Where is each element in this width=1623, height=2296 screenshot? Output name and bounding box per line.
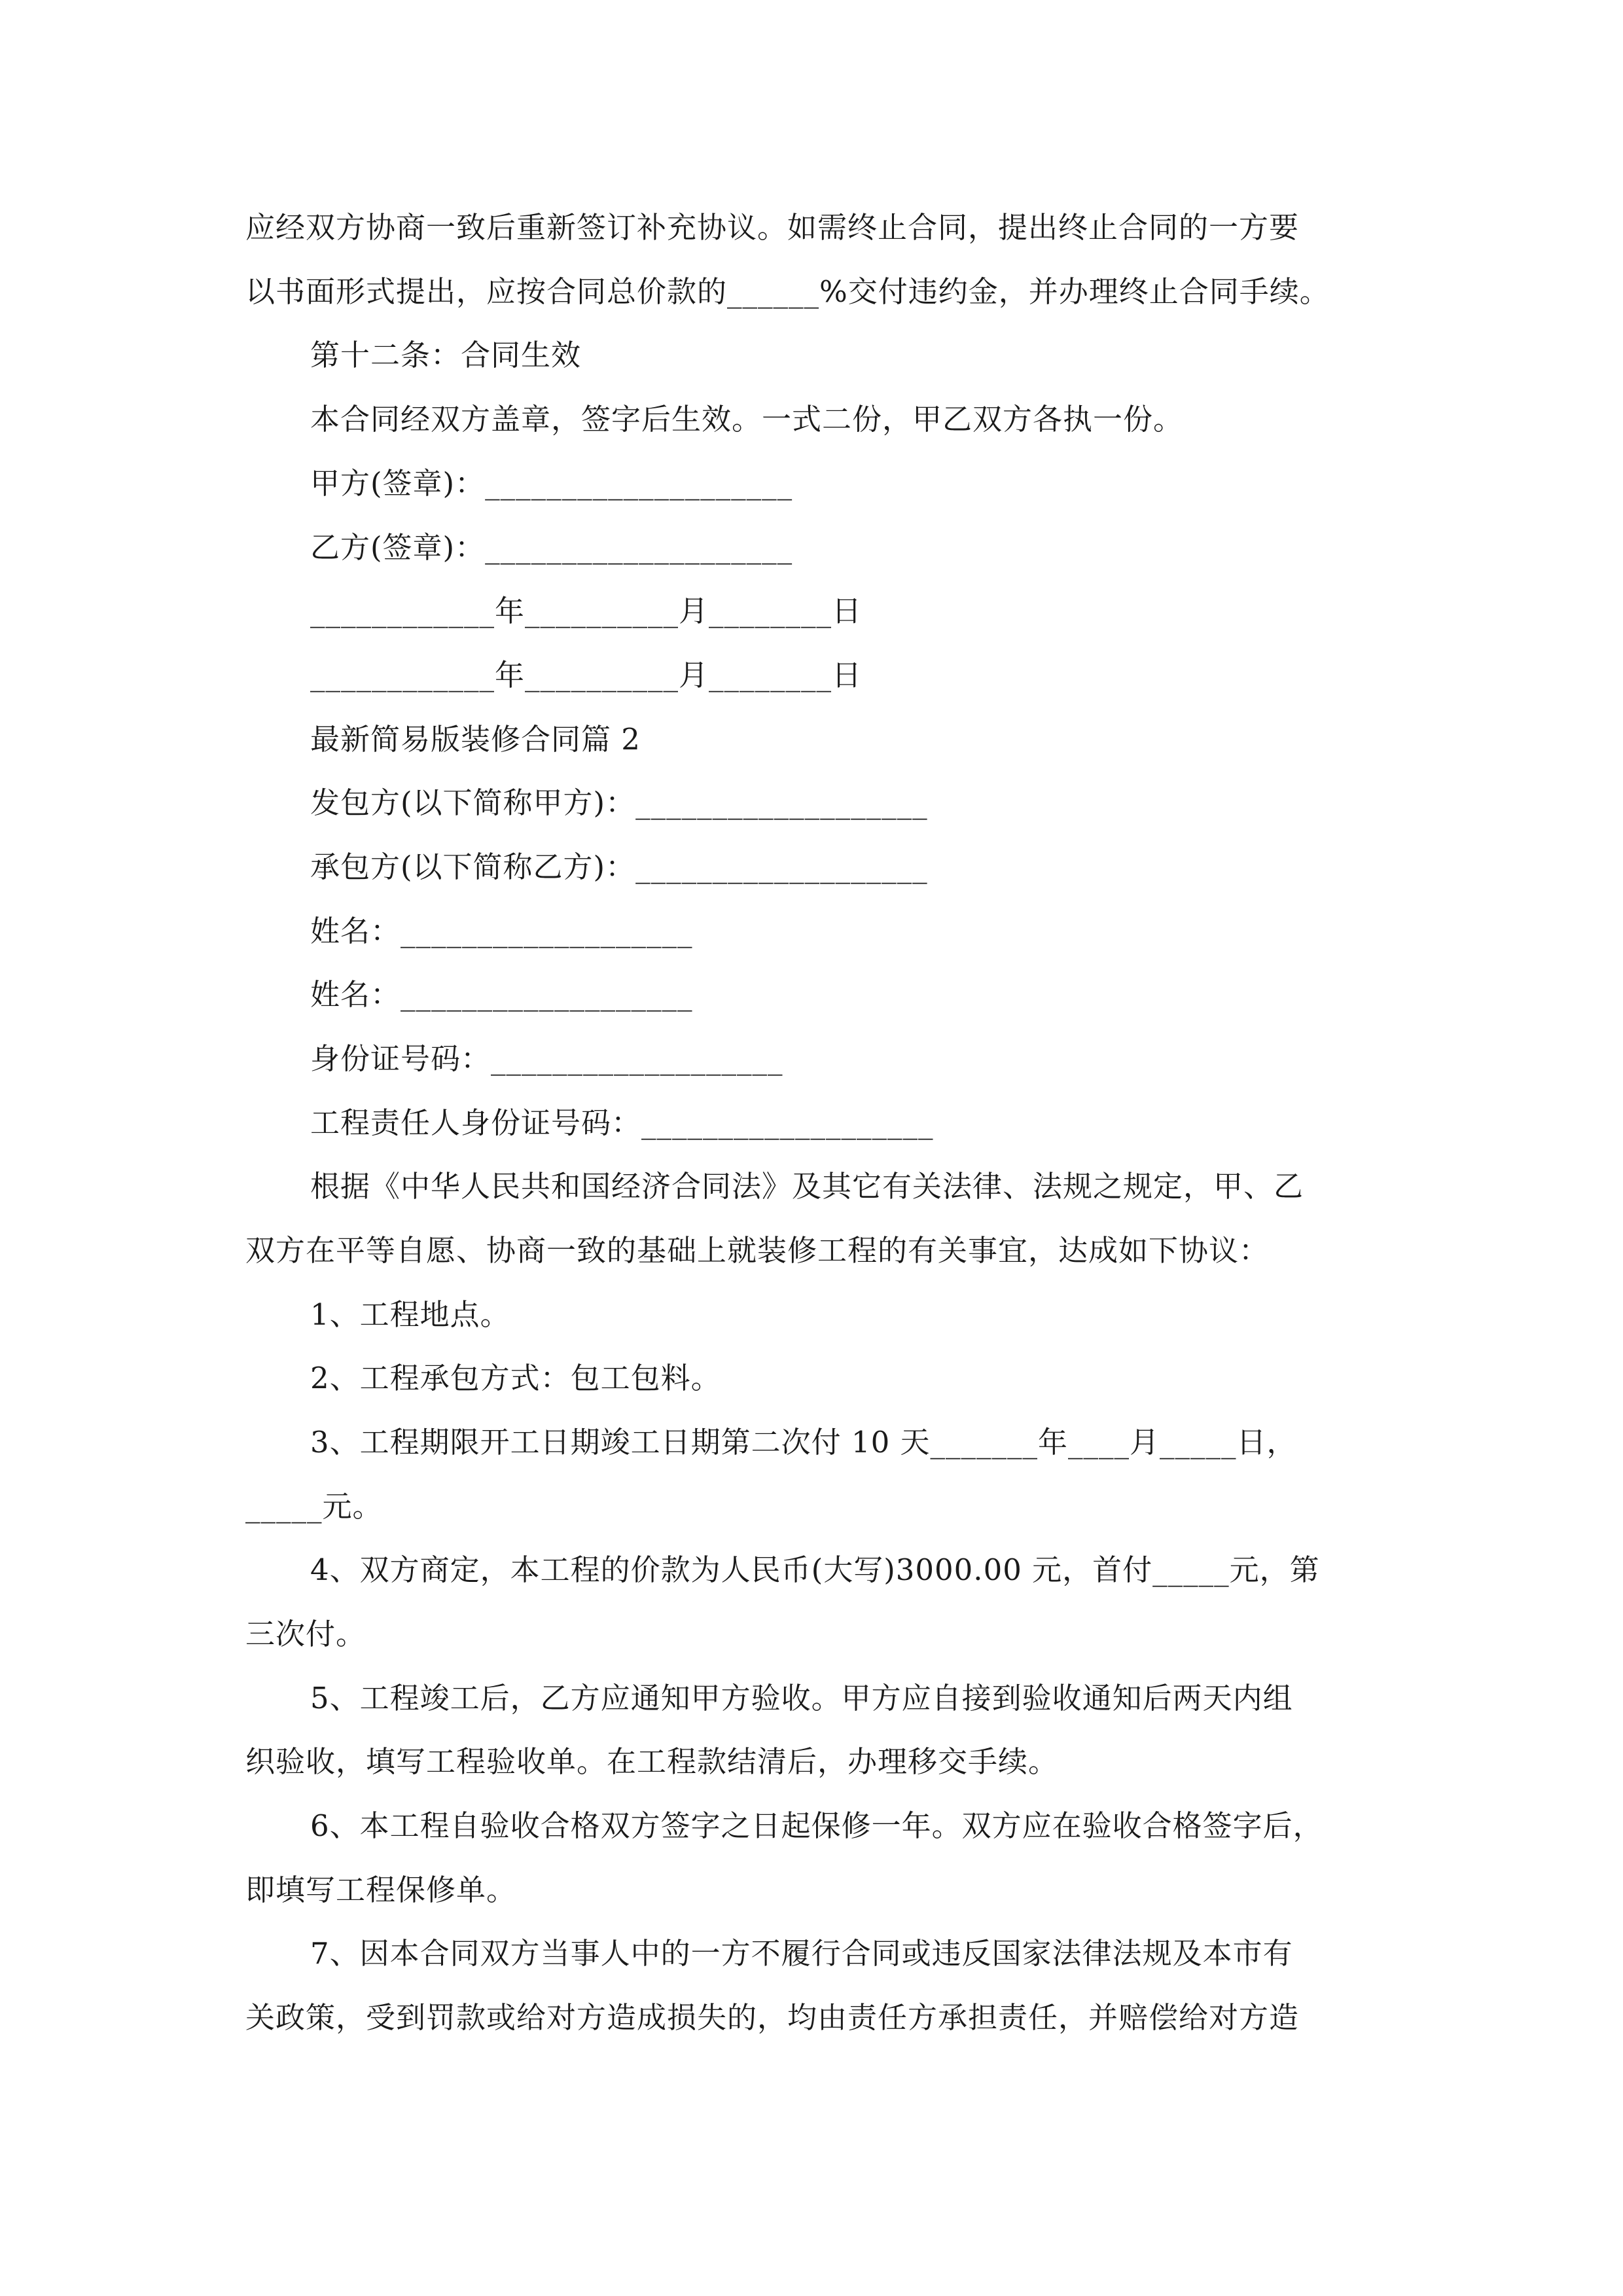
text-line: 双方在平等自愿、协商一致的基础上就装修工程的有关事宜，达成如下协议：: [245, 1233, 1270, 1268]
form-field-line: 工程责任人身份证号码：___________________: [310, 1105, 934, 1140]
form-field-line: 承包方(以下简称乙方)：___________________: [310, 850, 928, 884]
text-line: 本合同经双方盖章，签字后生效。一式二份，甲乙双方各执一份。: [310, 402, 1184, 437]
form-field-line: 发包方(以下简称甲方)：___________________: [310, 785, 928, 820]
list-item: 7、因本合同双方当事人中的一方不履行合同或违反国家法律法规及本市有: [310, 1936, 1293, 1971]
form-field-line: 姓名：___________________: [310, 914, 693, 948]
date-line: ____________年__________月________日: [310, 594, 863, 628]
text-line: 以书面形式提出，应按合同总价款的______%交付违约金，并办理终止合同手续。: [245, 274, 1330, 309]
list-item: 6、本工程自验收合格双方签字之日起保修一年。双方应在验收合格签字后，: [310, 1808, 1323, 1843]
form-field-line: 姓名：___________________: [310, 977, 693, 1012]
text-line: 织验收，填写工程验收单。在工程款结清后，办理移交手续。: [245, 1744, 1059, 1779]
list-item: 5、工程竣工后，乙方应通知甲方验收。甲方应自接到验收通知后两天内组: [310, 1681, 1293, 1715]
text-line: _____元。: [245, 1489, 383, 1524]
list-item: 4、双方商定，本工程的价款为人民币(大写)3000.00 元，首付_____元，第: [310, 1552, 1320, 1587]
text-line: 关政策，受到罚款或给对方造成损失的，均由责任方承担责任，并赔偿给对方造: [245, 2000, 1300, 2035]
text-line: 应经双方协商一致后重新签订补充协议。如需终止合同，提出终止合同的一方要: [245, 210, 1300, 245]
signature-line-party-b: 乙方(签章)：____________________: [310, 530, 793, 565]
text-line: 即填写工程保修单。: [245, 1873, 517, 1907]
text-line: 根据《中华人民共和国经济合同法》及其它有关法律、法规之规定，甲、乙: [310, 1169, 1304, 1204]
list-item: 2、工程承包方式：包工包料。: [310, 1361, 721, 1395]
list-item: 1、工程地点。: [310, 1297, 510, 1332]
date-line: ____________年__________月________日: [310, 658, 863, 692]
form-field-line: 身份证号码：___________________: [310, 1041, 783, 1076]
signature-line-party-a: 甲方(签章)：____________________: [310, 466, 793, 501]
list-item: 3、工程期限开工日期竣工日期第二次付 10 天_______年____月_____日，: [310, 1425, 1297, 1460]
section-heading: 第十二条：合同生效: [310, 338, 582, 372]
section-heading: 最新简易版装修合同篇 2: [310, 722, 641, 757]
text-line: 三次付。: [245, 1617, 366, 1651]
